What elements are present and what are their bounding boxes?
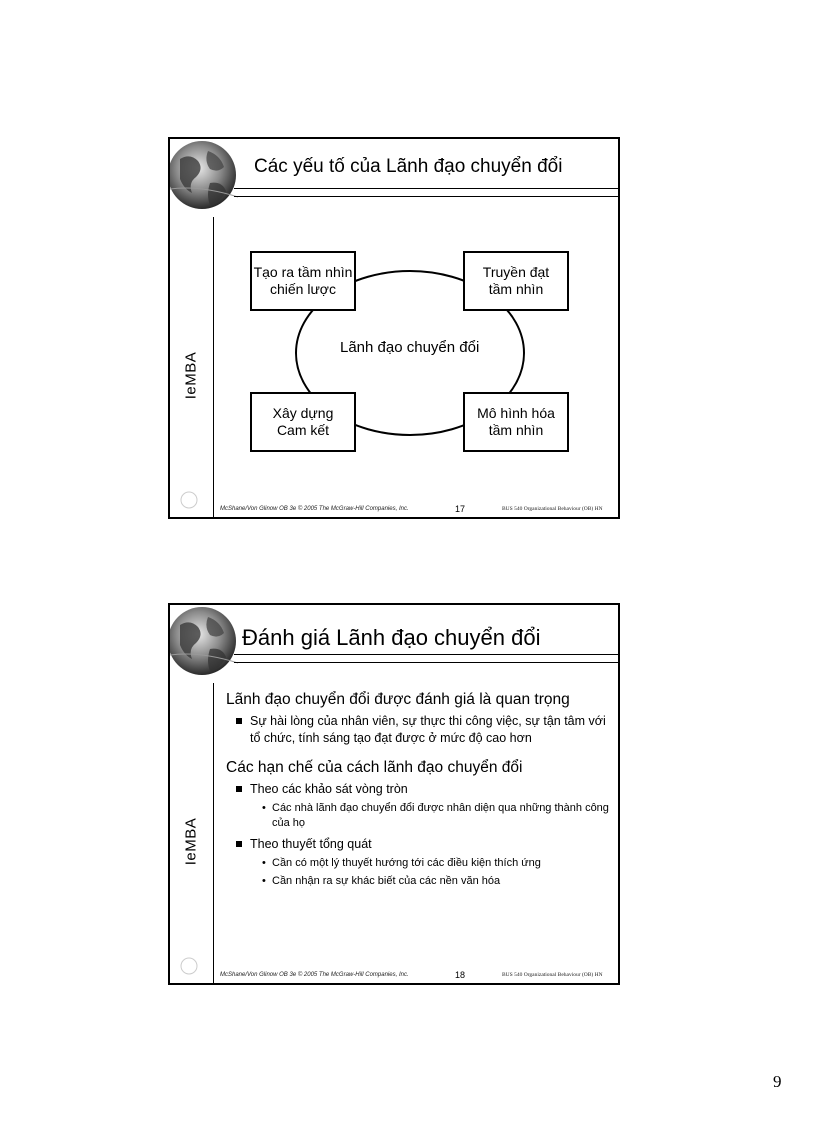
footer-logo-icon	[174, 953, 204, 979]
bullet-text: Theo thuyết tổng quát	[250, 837, 372, 851]
diagram-center-label: Lãnh đạo chuyển đổi	[340, 339, 480, 356]
sub-bullet-text: Cần nhận ra sự khác biết của các nền văn hóa	[272, 875, 501, 887]
box-line: chiến lược	[269, 281, 336, 297]
slide-17	[168, 137, 620, 519]
box-line: tầm nhìn	[488, 422, 544, 438]
slide-content	[226, 691, 616, 889]
sub-bullet-item	[262, 856, 616, 871]
footer-course: BUS 540 Organizational Behaviour (OB) HN	[502, 972, 603, 978]
section-heading: Các hạn chế của cách lãnh đạo chuyển đổi	[226, 759, 523, 776]
square-bullet-icon	[236, 718, 242, 724]
globe-icon	[170, 605, 238, 683]
slide-18	[168, 603, 620, 985]
square-bullet-icon	[236, 841, 242, 847]
bullet-text: Theo các khảo sát vòng tròn	[250, 782, 408, 796]
box-communicate-vision	[463, 251, 569, 311]
box-line: tầm nhìn	[488, 281, 544, 297]
box-build-commitment	[250, 392, 356, 452]
dot-bullet-icon: •	[262, 875, 266, 887]
bullet-text: Sự hài lòng của nhân viên, sự thực thi công việc, sự tận tâm với tổ chức, tính sáng tạo đạt được ở mức độ cao hơn	[250, 714, 606, 745]
sub-bullet-item	[262, 874, 616, 889]
page-number: 9	[773, 1072, 782, 1091]
box-line: Mô hình hóa	[477, 405, 555, 421]
leadership-diagram	[170, 139, 618, 517]
title-rule-top	[234, 654, 618, 655]
sidebar-rule	[213, 683, 214, 983]
side-label: IeMBA	[182, 351, 200, 399]
sub-bullet-item	[262, 801, 616, 831]
box-line: Cam kết	[276, 422, 330, 438]
box-line: Tạo ra tầm nhìn	[253, 264, 353, 280]
slide-number: 17	[455, 504, 466, 514]
box-create-vision	[250, 251, 356, 311]
box-model-vision	[463, 392, 569, 452]
sub-bullet-text: Các nhà lãnh đạo chuyển đổi được nhân diện qua những thành công của họ	[272, 802, 609, 829]
side-label: IeMBA	[182, 817, 200, 865]
box-line: Truyền đạt	[482, 264, 550, 280]
footer-credit: McShane/Von Glinow OB 3e © 2005 The McGraw-Hill Companies, Inc.	[220, 506, 409, 512]
sub-bullet-text: Cần có một lý thuyết hướng tới các điều kiện thích ứng	[272, 857, 541, 869]
slide-title: Đánh giá Lãnh đạo chuyển đổi	[242, 625, 541, 650]
slide-title: Các yếu tố của Lãnh đạo chuyển đổi	[254, 156, 563, 177]
slide-number: 18	[455, 970, 466, 980]
box-line: Xây dựng	[272, 405, 334, 421]
bullet-item	[236, 713, 616, 747]
footer-credit: McShane/Von Glinow OB 3e © 2005 The McGraw-Hill Companies, Inc.	[220, 972, 409, 978]
section-heading: Lãnh đạo chuyển đổi được đánh giá là quan trọng	[226, 691, 570, 708]
dot-bullet-icon: •	[262, 857, 266, 869]
bullet-item	[236, 781, 616, 798]
footer-course: BUS 540 Organizational Behaviour (OB) HN	[502, 506, 603, 512]
dot-bullet-icon: •	[262, 802, 266, 814]
square-bullet-icon	[236, 786, 242, 792]
title-rule-bottom	[234, 662, 618, 663]
footer-logo-icon	[174, 487, 204, 513]
bullet-item	[236, 836, 616, 853]
